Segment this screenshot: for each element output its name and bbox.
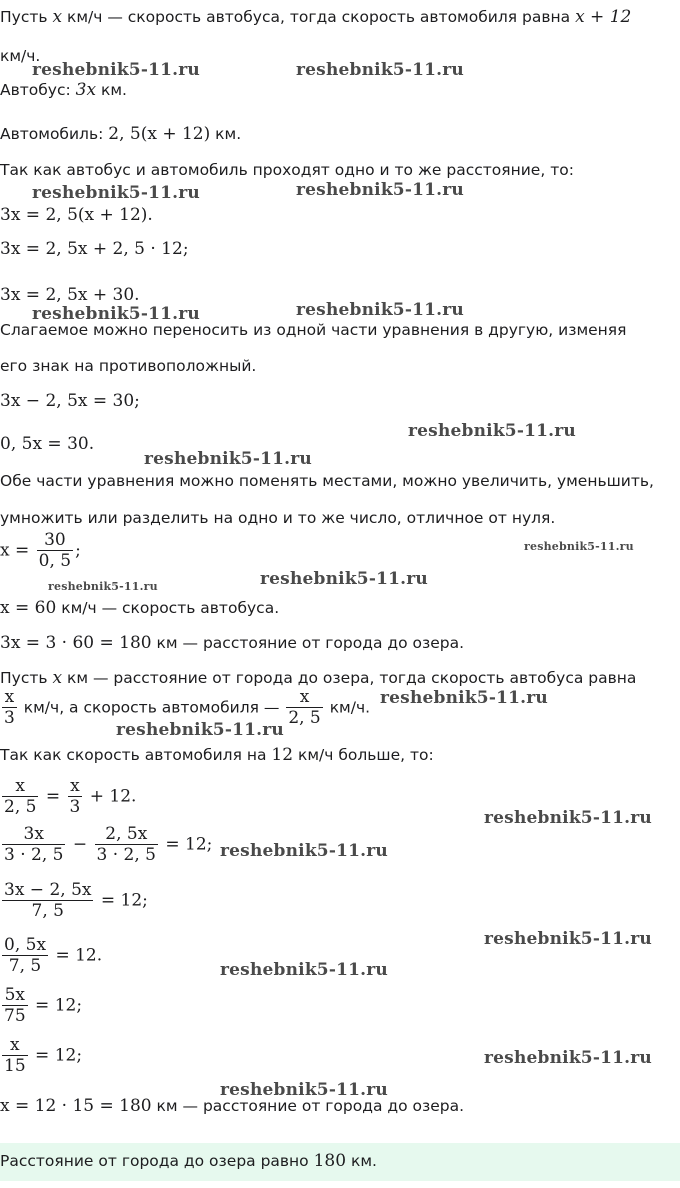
watermark: reshebnik5-11.ru <box>296 180 464 200</box>
equation: 3x = 3 · 60 = 180 км — расстояние от города до озера. <box>0 633 465 653</box>
watermark: reshebnik5-11.ru <box>116 720 284 740</box>
equation: $\frac{3x}{3 \cdot 2, 5}$ − $\frac{2, 5x}{3 \cdot 2, 5}$ = 12; <box>4 824 213 865</box>
equation: $\frac{x}{2, 5}$ = $\frac{x}{3}$ + 12. <box>4 776 137 817</box>
watermark: reshebnik5-11.ru <box>380 688 548 708</box>
watermark: reshebnik5-11.ru <box>484 929 652 949</box>
equation: x = $\frac{30}{0, 5}$ ; <box>0 530 81 571</box>
equation: x = 12 · 15 = 180 км — расстояние от города до озера. <box>0 1096 465 1116</box>
watermark: reshebnik5-11.ru <box>408 421 576 441</box>
watermark: reshebnik5-11.ru <box>296 300 464 320</box>
text-line: Так как скорость автомобиля на 12 км/ч больше, то: <box>0 745 434 765</box>
text-line: умножить или разделить на одно и то же число, отличное от нуля. <box>0 509 556 527</box>
text-line: Так как автобус и автомобиль проходят одно и то же расстояние, то: <box>0 161 574 179</box>
watermark: reshebnik5-11.ru <box>296 60 464 80</box>
equation: $\frac{3x - 2, 5x}{7, 5}$ = 12; <box>4 880 148 921</box>
equation: $\frac{x}{15}$ = 12; <box>4 1035 83 1076</box>
equation: $\frac{0, 5x}{7, 5}$ = 12. <box>4 935 103 976</box>
text-line: его знак на противоположный. <box>0 357 257 375</box>
text-line: $\frac{x}{3}$ км/ч, а скорость автомобиля — $\frac{x}{2, 5}$ км/ч. <box>4 687 371 728</box>
watermark: reshebnik5-11.ru <box>220 841 388 861</box>
answer-box <box>0 1143 680 1181</box>
watermark: reshebnik5-11.ru <box>32 183 200 203</box>
text-line: Обе части уравнения можно поменять местами, можно увеличить, уменьшить, <box>0 472 654 490</box>
text-line: Автомобиль: 2, 5(x + 12) км. <box>0 124 242 144</box>
watermark: reshebnik5-11.ru <box>484 1048 652 1068</box>
watermark: reshebnik5-11.ru <box>484 808 652 828</box>
text-line: Пусть x км/ч — скорость автобуса, тогда скорость автомобиля равна x + 12 <box>0 7 632 27</box>
watermark: reshebnik5-11.ru <box>32 60 200 80</box>
equation: 3x = 2, 5x + 30. <box>0 285 140 305</box>
equation: 3x − 2, 5x = 30; <box>0 391 140 411</box>
text-line: км/ч. <box>0 47 41 65</box>
watermark: reshebnik5-11.ru <box>48 580 158 593</box>
answer-text: Расстояние от города до озера равно 180 км. <box>0 1151 377 1171</box>
watermark: reshebnik5-11.ru <box>144 449 312 469</box>
equation: 3x = 2, 5(x + 12). <box>0 205 153 225</box>
watermark: reshebnik5-11.ru <box>260 569 428 589</box>
watermark: reshebnik5-11.ru <box>220 1080 388 1100</box>
text-line: Автобус: 3x км. <box>0 80 127 100</box>
equation: 3x = 2, 5x + 2, 5 · 12; <box>0 239 189 259</box>
text-line: Пусть x км — расстояние от города до озера, тогда скорость автобуса равна <box>0 668 637 688</box>
equation: $\frac{5x}{75}$ = 12; <box>4 985 83 1026</box>
watermark: reshebnik5-11.ru <box>524 540 634 553</box>
text-line: Слагаемое можно переносить из одной части уравнения в другую, изменяя <box>0 321 627 339</box>
watermark: reshebnik5-11.ru <box>220 960 388 980</box>
equation: x = 60 км/ч — скорость автобуса. <box>0 598 280 618</box>
watermark: reshebnik5-11.ru <box>32 304 200 324</box>
equation: 0, 5x = 30. <box>0 434 95 454</box>
